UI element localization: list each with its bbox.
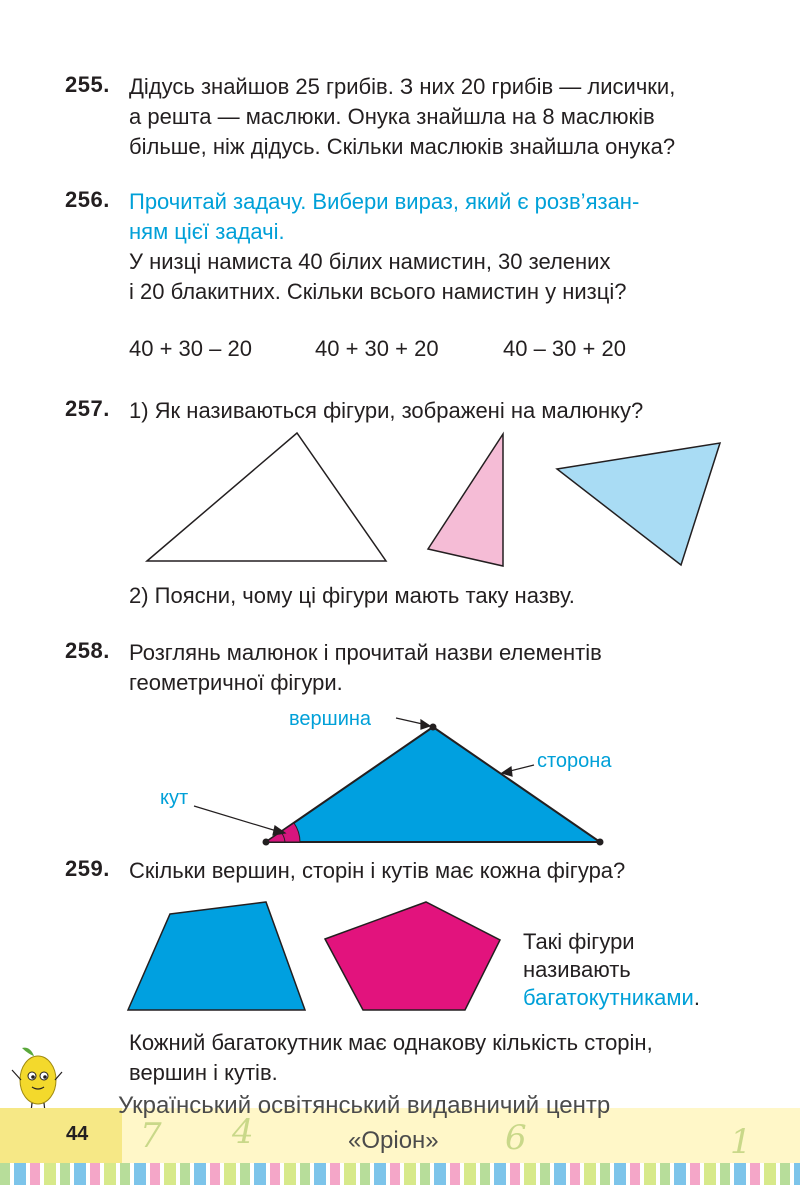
polygon-note — [523, 928, 700, 1012]
exercise-number: 256. — [65, 187, 110, 212]
text-line: і 20 блакитних. Скільки всього намистин у низці? — [129, 279, 627, 304]
decorative-digit: 7 — [140, 1116, 162, 1156]
text-line: Дідусь знайшов 25 грибів. З них 20 грибів — лисички, — [129, 74, 676, 99]
note-line: називають — [523, 957, 631, 982]
side-label: сторона — [537, 750, 612, 772]
exercise-number: 257. — [65, 396, 110, 421]
question: Скільки вершин, сторін і кутів має кожна фігура? — [129, 858, 626, 883]
exercise-number: 255. — [65, 72, 110, 97]
vertex-label: вершина — [289, 708, 372, 730]
text-line: У низці намиста 40 білих намистин, 30 зелених — [129, 249, 611, 274]
text-line: вершин і кутів. — [129, 1060, 278, 1085]
trapezoid — [128, 902, 305, 1010]
instruction-line: ням цієї задачі. — [129, 219, 285, 244]
text-line: геометричної фігури. — [129, 670, 343, 695]
decorative-digit: 6 — [505, 1118, 527, 1158]
polygon-term: багатокутниками — [523, 985, 694, 1010]
text-line: Кожний багатокутник має однакову кількість сторін, — [129, 1030, 653, 1055]
text-line: а решта — маслюки. Онука знайшла на 8 маслюків — [129, 104, 655, 129]
expression-option: 40 + 30 – 20 — [129, 336, 252, 361]
instruction-line: Прочитай задачу. Вибери вираз, який є розв’язан- — [129, 189, 640, 214]
page-number-tab — [0, 1108, 122, 1163]
angle-label: кут — [160, 787, 189, 809]
pentagon — [325, 902, 500, 1010]
footer-stripes — [0, 1163, 800, 1185]
text-line: Розглянь малюнок і прочитай назви елементів — [129, 640, 602, 665]
publisher-line-2: «Оріон» — [348, 1127, 439, 1154]
question-1: 1) Як називаються фігури, зображені на малюнку? — [129, 398, 644, 423]
text-line: більше, ніж дідусь. Скільки маслюків знайшла онука? — [129, 134, 676, 159]
note-period: . — [693, 985, 700, 1010]
question-2: 2) Поясни, чому ці фігури мають таку назву. — [129, 583, 575, 608]
exercise-number: 258. — [65, 638, 110, 663]
page-number: 44 — [66, 1123, 89, 1145]
expression-option: 40 – 30 + 20 — [503, 336, 626, 361]
expression-option: 40 + 30 + 20 — [315, 336, 439, 361]
decorative-digit: 4 — [232, 1112, 254, 1152]
decorative-digit: 1 — [730, 1122, 752, 1162]
polygon-summary — [65, 1028, 745, 1088]
exercise-number: 259. — [65, 856, 110, 881]
publisher-line-1: Український освітянський видавничий центр — [118, 1092, 611, 1119]
note-line: Такі фігури — [523, 929, 635, 954]
